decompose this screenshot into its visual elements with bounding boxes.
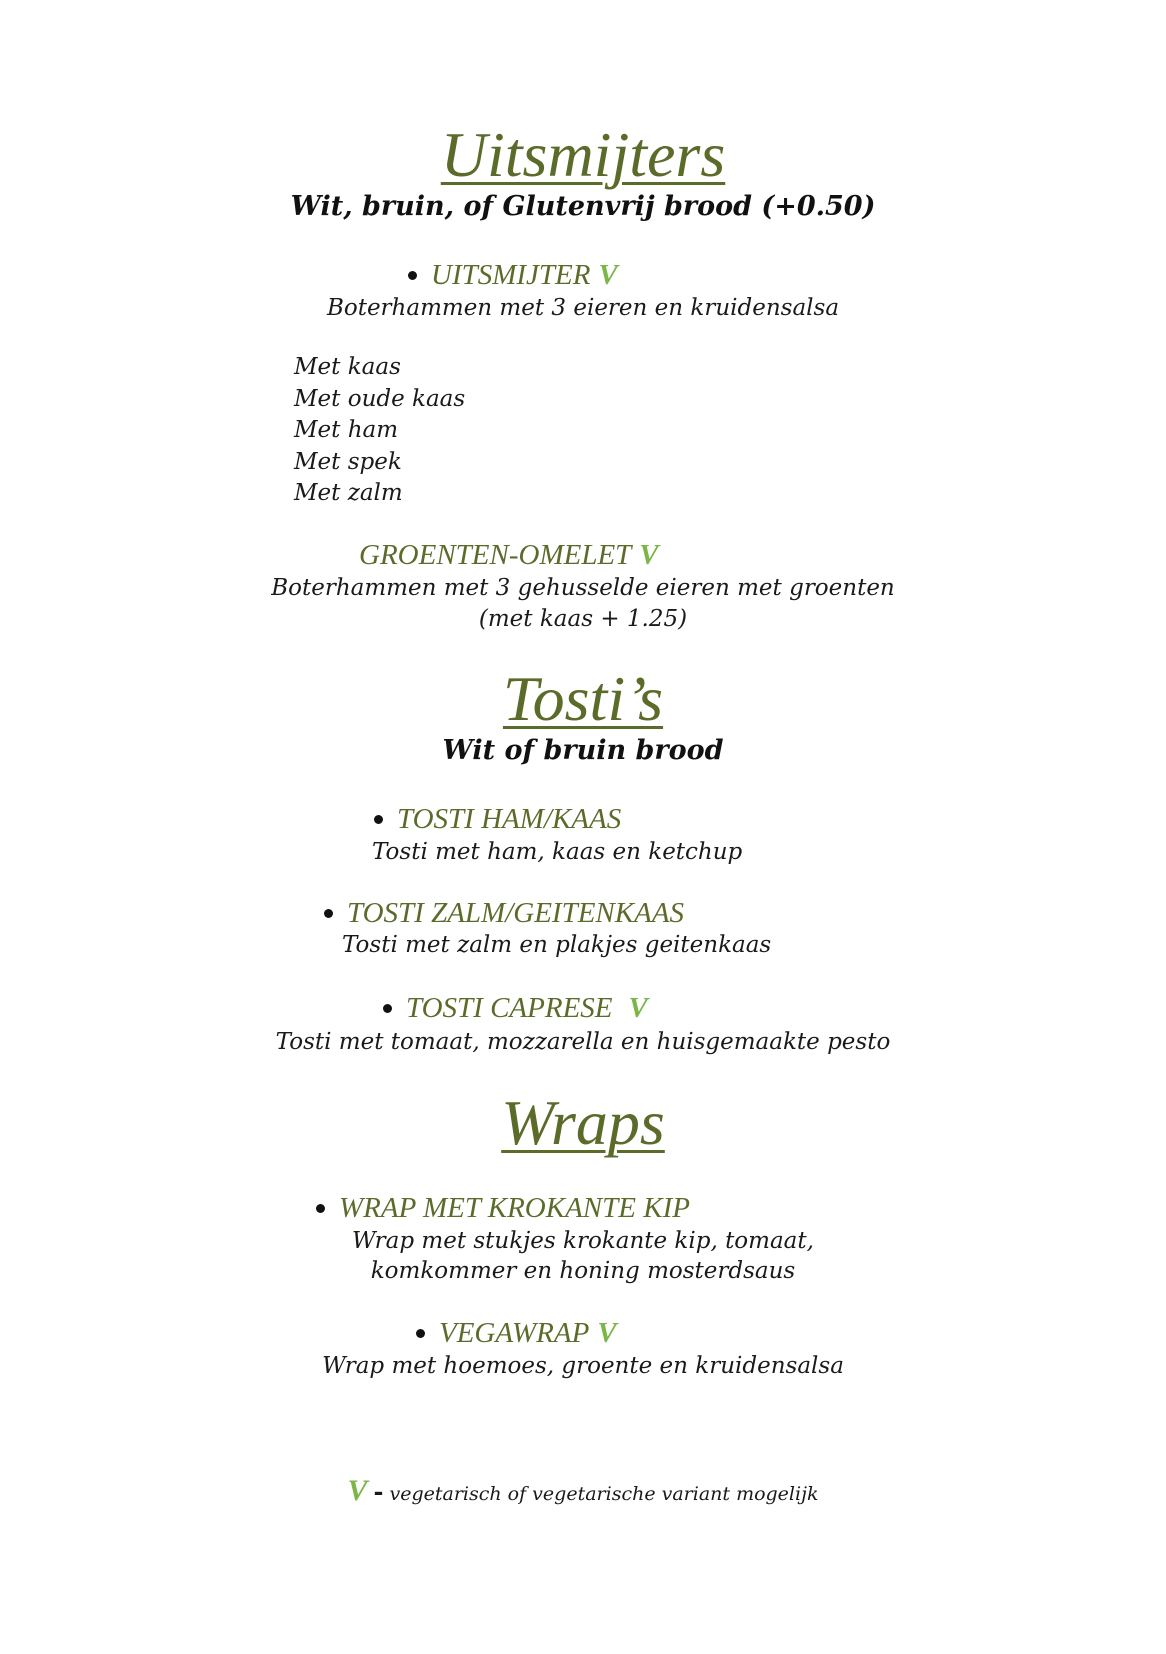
menu-item-description-extra: (met kaas + 1.25) (478, 606, 688, 632)
legend-text: vegetarisch of vegetarische variant mogelijk (389, 1483, 819, 1505)
menu-item-description: Boterhammen met 3 eieren en kruidensalsa (326, 295, 840, 321)
vegetarian-icon: V (598, 259, 618, 291)
menu-item-tosti-ham-kaas: TOSTI HAM/KAAS (374, 802, 621, 836)
option-item: Met oude kaas (294, 385, 466, 412)
vegetarian-icon: V (628, 992, 648, 1024)
bullet-icon (383, 1004, 392, 1013)
bullet-icon (416, 1329, 425, 1338)
vegetarian-icon: V (639, 539, 659, 571)
option-item: Met kaas (294, 354, 401, 380)
menu-item-description: Tosti met ham, kaas en ketchup (372, 839, 743, 865)
menu-item-description: Tosti met zalm en plakjes geitenkaas (342, 932, 772, 958)
menu-item-description: Wrap met hoemoes, groente en kruidensalsa (322, 1353, 844, 1379)
menu-item-description: Tosti met tomaat, mozzarella en huisgemaakte pesto (275, 1029, 891, 1055)
menu-item-description: Boterhammen met 3 gehusselde eieren met groenten (271, 575, 895, 601)
bullet-icon (316, 1204, 325, 1213)
uitsmijter-options-list (294, 352, 465, 510)
vegetarian-legend (0, 1474, 1166, 1508)
bullet-icon (408, 271, 417, 280)
section-title-tostis: Tosti’s (502, 663, 664, 734)
section-title-wraps: Wraps (501, 1087, 665, 1158)
menu-item-description-extra: komkommer en honing mosterdsaus (370, 1258, 796, 1284)
section-subtitle-tostis: Wit of bruin brood (442, 735, 724, 766)
option-item: Met zalm (294, 480, 403, 506)
menu-item-tosti-caprese: TOSTI CAPRESE V (383, 991, 648, 1025)
option-item: Met spek (294, 448, 402, 475)
vegetarian-icon: V (347, 1474, 368, 1507)
menu-item-vegawrap: VEGAWRAP V (416, 1316, 617, 1350)
option-item: Met ham (294, 417, 399, 443)
section-subtitle-uitsmijters: Wit, bruin, of Glutenvrij brood (+0.50) (290, 191, 876, 222)
menu-item-wrap-krokante-kip: WRAP MET KROKANTE KIP (316, 1191, 690, 1225)
menu-item-description: Wrap met stukjes krokante kip, tomaat, (352, 1228, 814, 1254)
menu-item-groenten-omelet: GROENTEN-OMELET V (359, 539, 659, 571)
bullet-icon (324, 909, 333, 918)
section-title-uitsmijters: Uitsmijters (440, 119, 726, 190)
bullet-icon (374, 815, 383, 824)
menu-item-tosti-zalm-geitenkaas: TOSTI ZALM/GEITENKAAS (324, 896, 684, 930)
menu-item-uitsmijter: UITSMIJTER V (408, 258, 618, 292)
vegetarian-icon: V (597, 1317, 617, 1349)
legend-dash: - (373, 1477, 384, 1506)
